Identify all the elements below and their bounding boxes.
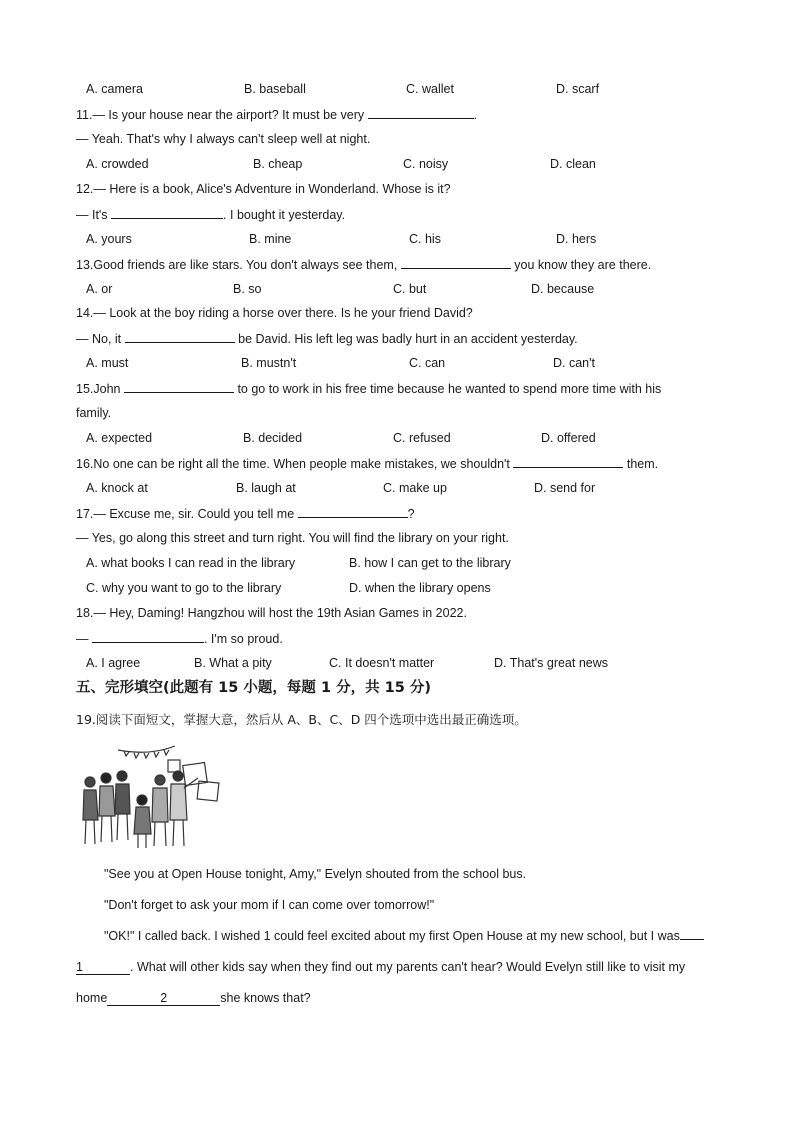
q17-options-row2 [86, 580, 726, 596]
open-house-illustration [80, 742, 222, 852]
q15-option-a[interactable]: A. expected [86, 431, 153, 445]
q16-blank [513, 455, 623, 468]
q13-option-c[interactable]: C. but [393, 282, 427, 296]
q10-option-b[interactable]: B. baseball [244, 82, 306, 96]
q12-options [86, 231, 726, 247]
q13-question: 13.Good friends are like stars. You don't always see them, you know they are there. [76, 258, 652, 272]
passage-paragraph-1: "See you at Open House tonight, Amy," Evelyn shouted from the school bus. [104, 867, 527, 881]
q17-response: — Yes, go along this street and turn right. You will find the library on your right. [76, 531, 509, 545]
q16-option-c[interactable]: C. make up [383, 481, 447, 495]
q14-options [86, 355, 726, 371]
q15-option-d[interactable]: D. offered [541, 431, 596, 445]
q11-response: — Yeah. That's why I always can't sleep well at night. [76, 132, 371, 146]
q13-options [86, 281, 726, 297]
q12-question: 12.— Here is a book, Alice's Adventure in Wonderland. Whose is it? [76, 182, 451, 196]
q10-option-d[interactable]: D. scarf [556, 82, 600, 96]
q10-option-c[interactable]: C. wallet [406, 82, 454, 96]
q15-question-cont: family. [76, 406, 112, 420]
q14-question: 14.— Look at the boy riding a horse over there. Is he your friend David? [76, 306, 473, 320]
q18-option-b[interactable]: B. What a pity [194, 656, 272, 670]
q18-response: — . I'm so proud. [76, 632, 283, 646]
q12-option-a[interactable]: A. yours [86, 232, 132, 246]
q18-option-d[interactable]: D. That's great news [494, 656, 609, 670]
q17-option-d[interactable]: D. when the library opens [349, 581, 491, 595]
q18-option-c[interactable]: C. It doesn't matter [329, 656, 435, 670]
q15-blank [124, 380, 234, 393]
q18-option-a[interactable]: A. I agree [86, 656, 141, 670]
passage-blank-2[interactable]: 2 [107, 991, 220, 1006]
q18-options [86, 655, 726, 671]
q11-option-a[interactable]: A. crowded [86, 157, 149, 171]
q10-option-a[interactable]: A. camera [86, 82, 143, 96]
q12-option-b[interactable]: B. mine [249, 232, 292, 246]
q12-option-d[interactable]: D. hers [556, 232, 597, 246]
passage-blank-1[interactable]: 1 [76, 960, 130, 975]
q13-blank [401, 256, 511, 269]
q17-option-c[interactable]: C. why you want to go to the library [86, 581, 282, 595]
q11-option-b[interactable]: B. cheap [253, 157, 303, 171]
q16-option-b[interactable]: B. laugh at [236, 481, 296, 495]
q14-blank [125, 330, 235, 343]
q15-option-b[interactable]: B. decided [243, 431, 303, 445]
passage-line-5: home 2 she knows that? [76, 991, 311, 1005]
q17-question: 17.— Excuse me, sir. Could you tell me ? [76, 507, 415, 521]
q10-options [86, 81, 726, 97]
q15-options [86, 430, 726, 446]
q15-option-c[interactable]: C. refused [393, 431, 451, 445]
q11-question: 11.— Is your house near the airport? It must be very . [76, 108, 478, 122]
q18-question: 18.— Hey, Daming! Hangzhou will host the 19th Asian Games in 2022. [76, 606, 467, 620]
q13-option-b[interactable]: B. so [233, 282, 262, 296]
passage-line-4: 1 . What will other kids say when they find out my parents can't hear? Would Evelyn still like to visit my [76, 960, 686, 974]
passage-paragraph-3: "OK!" I called back. I wished 1 could feel excited about my first Open House at my new school, but I was [104, 928, 704, 944]
q17-options-row1 [86, 555, 726, 571]
q14-option-d[interactable]: D. can't [553, 356, 595, 370]
passage-paragraph-2: "Don't forget to ask your mom if I can come over tomorrow!" [104, 898, 435, 912]
q17-option-b[interactable]: B. how I can get to the library [349, 556, 511, 570]
q14-option-b[interactable]: B. mustn't [241, 356, 297, 370]
q17-option-a[interactable]: A. what books I can read in the library [86, 556, 296, 570]
q13-option-d[interactable]: D. because [531, 282, 595, 296]
section-heading: 五、完形填空(此题有 15 小题，每题 1 分，共 15 分) [76, 680, 431, 696]
q16-question: 16.No one can be right all the time. When people make mistakes, we shouldn't them. [76, 457, 659, 471]
q16-option-a[interactable]: A. knock at [86, 481, 148, 495]
q17-blank [298, 505, 408, 518]
q13-option-a[interactable]: A. or [86, 282, 113, 296]
q14-response: — No, it be David. His left leg was badly hurt in an accident yesterday. [76, 332, 578, 346]
q15-question: 15.John to go to work in his free time because he wanted to spend more time with his [76, 382, 662, 396]
q11-options [86, 156, 726, 172]
q14-option-a[interactable]: A. must [86, 356, 129, 370]
q11-option-d[interactable]: D. clean [550, 157, 596, 171]
q11-option-c[interactable]: C. noisy [403, 157, 449, 171]
q11-blank [368, 106, 474, 119]
q16-option-d[interactable]: D. send for [534, 481, 596, 495]
q16-options [86, 480, 726, 496]
q12-response: — It's . I bought it yesterday. [76, 208, 346, 222]
q14-option-c[interactable]: C. can [409, 356, 446, 370]
q12-blank [111, 206, 223, 219]
q12-option-c[interactable]: C. his [409, 232, 441, 246]
q18-blank [92, 630, 204, 643]
section-instruction: 19.阅读下面短文，掌握大意，然后从 A、B、C、D 四个选项中选出最正确选项。 [76, 712, 527, 727]
